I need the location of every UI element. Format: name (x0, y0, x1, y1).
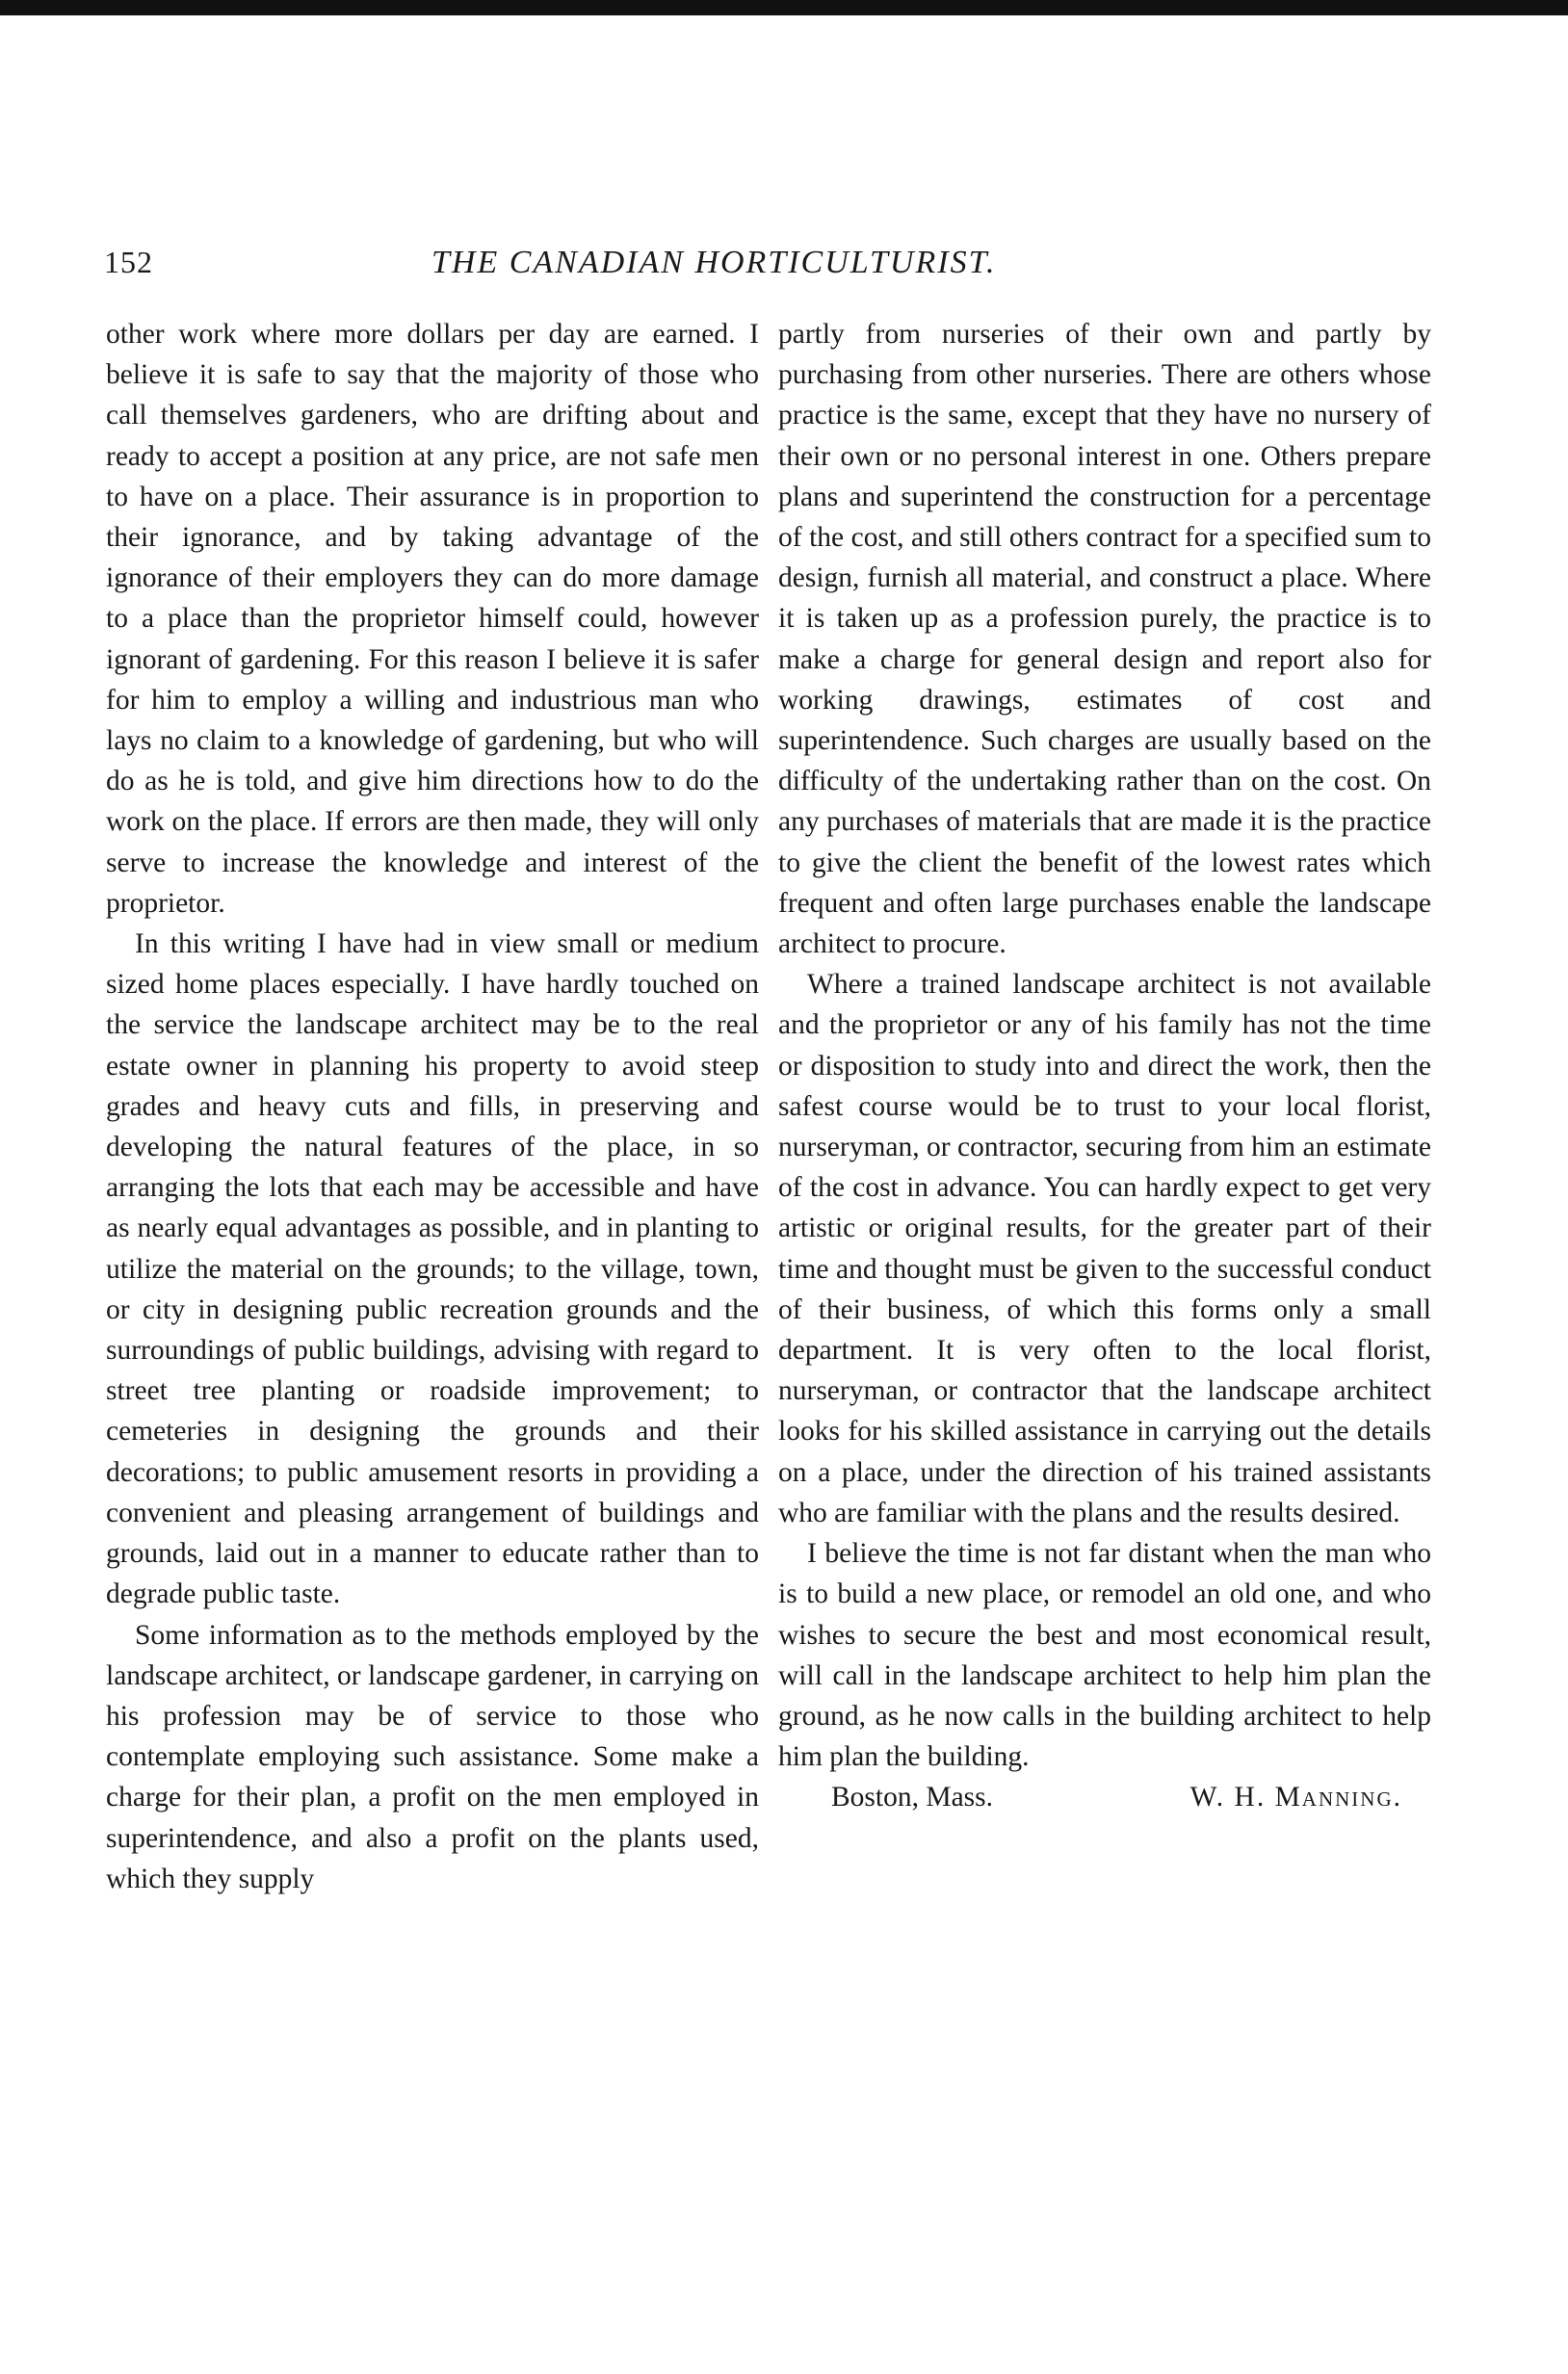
page-number: 152 (104, 245, 153, 279)
left-column (106, 314, 759, 1899)
right-column (778, 314, 1431, 1818)
paragraph-continued: partly from nurseries of their own and partly by purchasing from other nurseries. There are others whose practice is the same, except that they have no nursery of their own or no personal interest in one. Others prepare plans and superintend the construction for a percentage of the cost, and still others contract for a specified sum to design, furnish all material, and construct a place. Where it is taken up as a profession purely, the practice is to make a charge for general design and report also for working drawings, estimates of cost and superintendence. Such charges are usually based on the difficulty of the undertaking rather than on the cost. On any purchases of materials that are made it is the practice to give the client the benefit of the lowest rates which frequent and often large purchases enable the landscape architect to procure. (778, 319, 1431, 960)
top-border-rule (0, 0, 1568, 15)
paragraph: Some information as to the methods employed by the landscape architect, or landscape gardener, in carrying on his profession may be of service to those who contemplate employing such assistance. Some make a charge for their plan, a profit on the men employed in superintendence, and also a profit on the plants used, which they supply (106, 1619, 759, 1894)
signature-place: Boston, Mass. (831, 1782, 994, 1813)
paragraph-continued: other work where more dollars per day are earned. I believe it is safe to say that the majority of those who call themselves gardeners, who are drifting about and ready to accept a position at any price, are not safe men to have on a place. Their assurance is in proportion to their ignorance, and by taking advantage of the ignorance of their employers they can do more damage to a place than the proprietor himself could, however ignorant of gardening. For this reason I believe it is safer for him to employ a willing and industrious man who lays no claim to a knowledge of gardening, but who will do as he is told, and give him directions how to do the work on the place. If errors are then made, they will only serve to increase the knowledge and interest of the proprietor. (106, 319, 759, 919)
paragraph: I believe the time is not far distant when the man who is to build a new place, or remodel an old one, and who wishes to secure the best and most economical result, will call in the landscape architect to help him plan the ground, as he now calls in the building architect to help him plan the building. (778, 1538, 1431, 1773)
signature-line (778, 1777, 1431, 1817)
paragraph: In this writing I have had in view small or medium sized home places especially. I have hardly touched on the service the landscape architect may be to the real estate owner in planning his property to avoid steep grades and heavy cuts and fills, in preserving and developing the natural features of the place, in so arranging the lots that each may be accessible and have as nearly equal advantages as possible, and in planting to utilize the material on the grounds; to the village, town, or city in designing public recreation grounds and the surroundings of public buildings, advising with regard to street tree planting or roadside improvement; to cemeteries in designing the grounds and their decorations; to public amusement resorts in providing a convenient and pleasing arrangement of buildings and grounds, laid out in a manner to educate rather than to degrade public taste. (106, 928, 759, 1610)
signature-author: W. H. Manning. (1189, 1782, 1402, 1813)
running-header (104, 245, 1424, 293)
paragraph: Where a trained landscape architect is not available and the proprietor or any of his family has not the time or disposition to study into and direct the work, then the safest course would be to trust to your local florist, nurseryman, or contractor, securing from him an estimate of the cost in advance. You can hardly expect to get very artistic or original results, for the greater part of their time and thought must be given to the successful conduct of their business, of which this forms only a small department. It is very often to the local florist, nurseryman, or contractor that the landscape architect looks for his skilled assistance in carrying out the details on a place, under the direction of his trained assistants who are familiar with the plans and the results desired. (778, 969, 1431, 1528)
journal-title: THE CANADIAN HORTICULTURIST. (431, 245, 997, 280)
